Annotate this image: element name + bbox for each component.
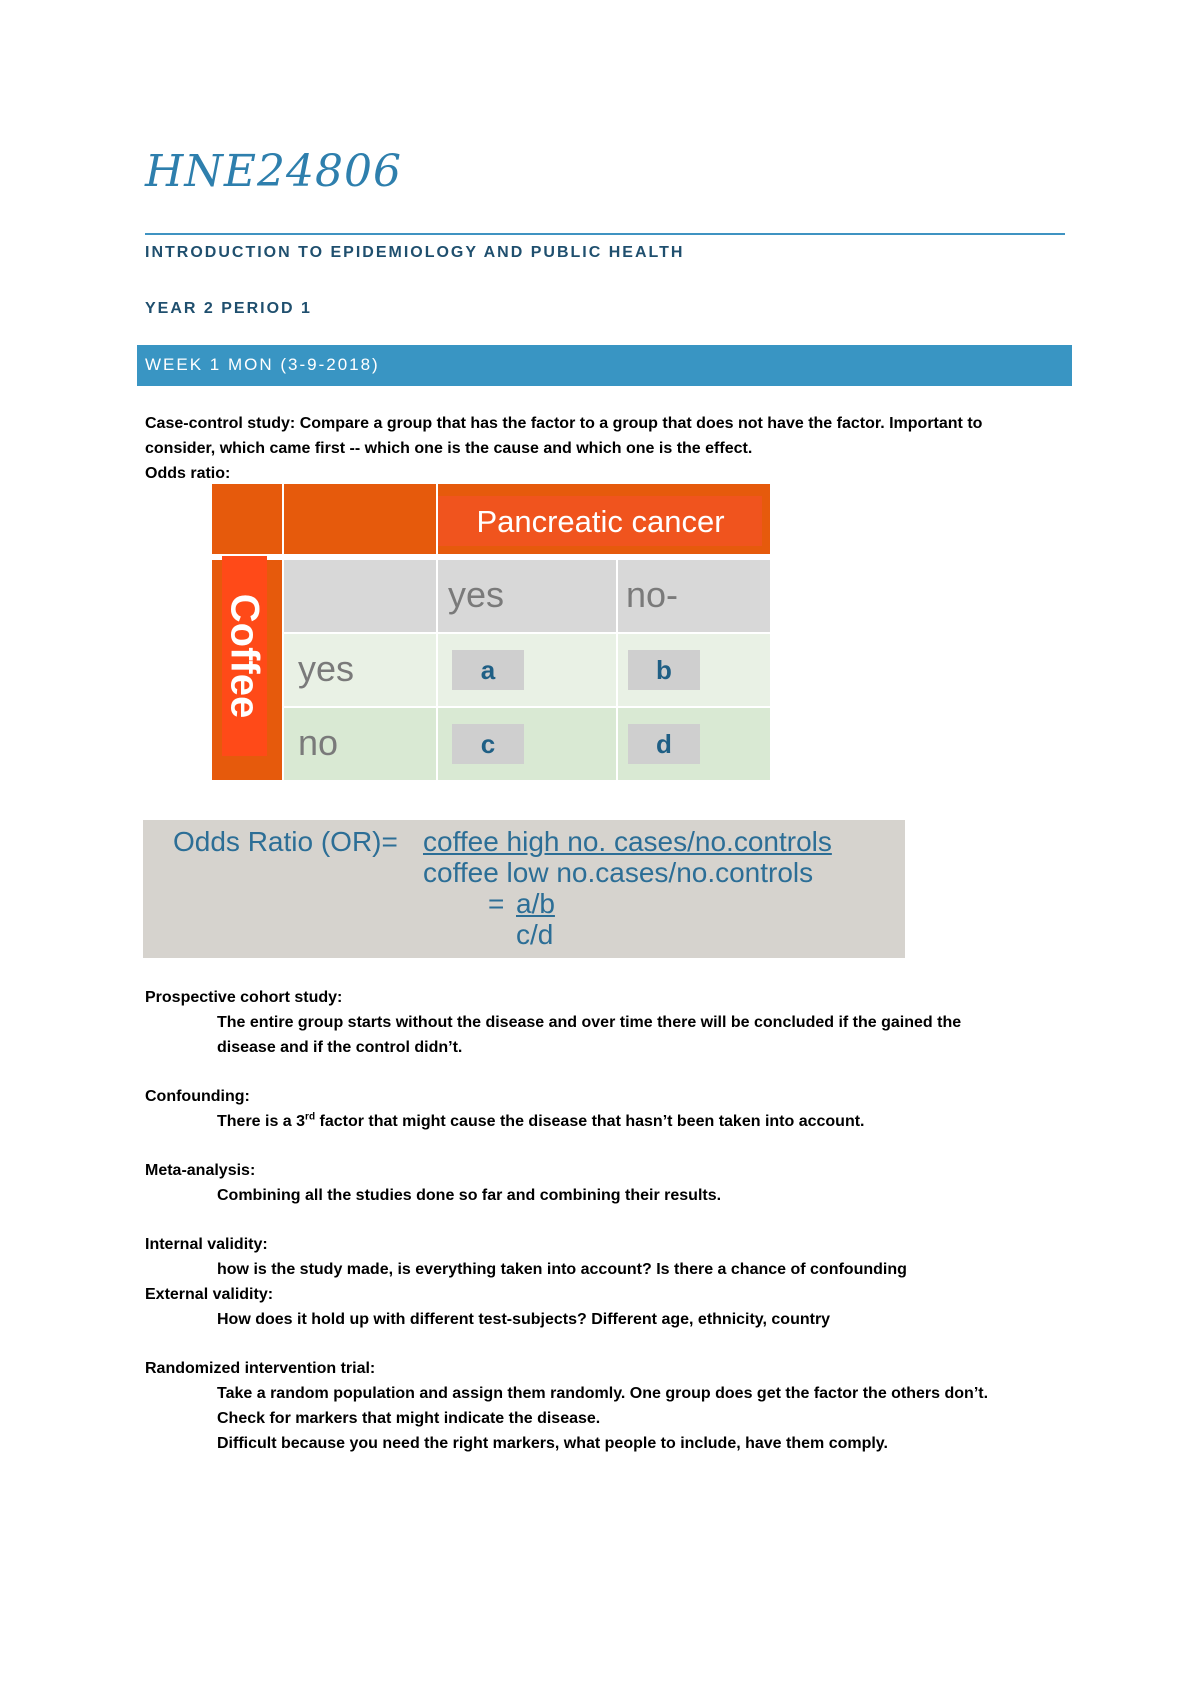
randomized-trial-text-2: Check for markers that might indicate the disease. bbox=[217, 1410, 601, 1427]
cell-c: c bbox=[452, 724, 524, 764]
prospective-section bbox=[145, 985, 1075, 1060]
confounding-text-post: factor that might cause the disease that hasn’t been taken into account. bbox=[315, 1113, 865, 1130]
internal-validity-heading: Internal validity: bbox=[145, 1236, 268, 1253]
randomized-trial-text-3: Difficult because you need the right markers, what people to include, have them comply. bbox=[217, 1435, 888, 1452]
external-validity-text: How does it hold up with different test-subjects? Different age, ethnicity, country bbox=[217, 1311, 831, 1328]
col-no-label: no- bbox=[626, 574, 679, 615]
period-heading: YEAR 2 PERIOD 1 bbox=[145, 300, 312, 317]
prospective-text-1: The entire group starts without the disease and over time there will be concluded if the gained the bbox=[217, 1014, 962, 1031]
week-banner: WEEK 1 MON (3-9-2018) bbox=[137, 345, 1072, 386]
row-no-label: no bbox=[298, 722, 339, 763]
meta-heading: Meta-analysis: bbox=[145, 1162, 256, 1179]
case-control-text-2: consider, which came first -- which one is the cause and which one is the effect. bbox=[145, 440, 753, 457]
validity-section bbox=[145, 1232, 1075, 1332]
odds-ratio-formula bbox=[143, 820, 905, 958]
confounding-text bbox=[145, 1109, 1075, 1134]
row-yes-label: yes bbox=[298, 648, 355, 689]
confounding-text-sup: rd bbox=[305, 1111, 316, 1123]
case-control-heading: Case-control study: bbox=[145, 415, 296, 432]
formula-equals: = bbox=[488, 888, 505, 919]
formula-cd: c/d bbox=[516, 919, 554, 950]
meta-text: Combining all the studies done so far and combining their results. bbox=[217, 1187, 722, 1204]
randomized-trial-section bbox=[145, 1356, 1075, 1456]
contingency-table bbox=[212, 484, 770, 780]
meta-section bbox=[145, 1158, 1075, 1208]
randomized-trial-text-1: Take a random population and assign them randomly. One group does get the factor the others don’t. bbox=[217, 1385, 989, 1402]
prospective-heading: Prospective cohort study: bbox=[145, 989, 343, 1006]
table-blank-cell bbox=[284, 560, 436, 632]
case-control-paragraph bbox=[145, 411, 1075, 486]
table-corner-2 bbox=[284, 484, 436, 554]
course-code: HNE24806 bbox=[145, 146, 402, 197]
course-title: INTRODUCTION TO EPIDEMIOLOGY AND PUBLIC HEALTH bbox=[145, 244, 685, 261]
table-corner-1 bbox=[212, 484, 282, 554]
col-yes-label: yes bbox=[448, 574, 505, 615]
cell-b: b bbox=[628, 650, 700, 690]
cell-d: d bbox=[628, 724, 700, 764]
odds-ratio-label: Odds ratio: bbox=[145, 465, 231, 482]
formula-denominator: coffee low no.cases/no.controls bbox=[423, 857, 814, 888]
external-validity-heading: External validity: bbox=[145, 1286, 274, 1303]
row-header-label: Coffee bbox=[222, 593, 267, 719]
formula-ab: a/b bbox=[516, 888, 555, 919]
confounding-section bbox=[145, 1084, 1075, 1134]
formula-lhs: Odds Ratio (OR)= bbox=[173, 826, 398, 857]
prospective-text-2: disease and if the control didn’t. bbox=[217, 1039, 463, 1056]
case-control-text-1: Compare a group that has the factor to a group that does not have the factor. Important to bbox=[295, 415, 983, 432]
internal-validity-text: how is the study made, is everything taken into account? Is there a chance of confounding bbox=[217, 1261, 907, 1278]
confounding-heading: Confounding: bbox=[145, 1088, 250, 1105]
formula-numerator: coffee high no. cases/no.controls bbox=[423, 826, 832, 857]
cell-a: a bbox=[452, 650, 524, 690]
title-divider bbox=[145, 233, 1065, 235]
randomized-trial-heading: Randomized intervention trial: bbox=[145, 1360, 376, 1377]
column-header-label: Pancreatic cancer bbox=[476, 504, 725, 539]
confounding-text-pre: There is a 3 bbox=[217, 1113, 306, 1130]
